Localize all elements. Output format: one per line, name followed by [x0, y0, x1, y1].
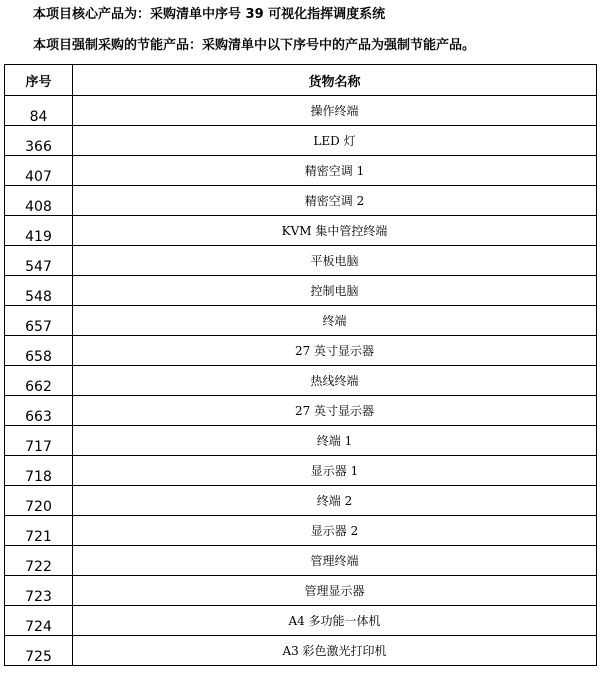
row-number: 658	[5, 336, 73, 366]
row-item-name: 精密空调 2	[73, 186, 597, 216]
row-item-name: LED 灯	[73, 126, 597, 156]
header-number: 序号	[5, 65, 73, 96]
row-item-name: 平板电脑	[73, 246, 597, 276]
row-number: 419	[5, 216, 73, 246]
row-number: 657	[5, 306, 73, 336]
row-number: 408	[5, 186, 73, 216]
row-number: 721	[5, 516, 73, 546]
row-number: 366	[5, 126, 73, 156]
core-product-statement: 本项目核心产品为：采购清单中序号 39 可视化指挥调度系统	[33, 7, 386, 22]
row-number: 84	[5, 96, 73, 126]
row-number: 718	[5, 456, 73, 486]
row-item-name: 显示器 2	[73, 516, 597, 546]
row-number: 407	[5, 156, 73, 186]
table-row	[5, 186, 597, 216]
header-item-name: 货物名称	[73, 65, 597, 96]
table-row	[5, 486, 597, 516]
row-item-name: 控制电脑	[73, 276, 597, 306]
row-number: 548	[5, 276, 73, 306]
table-row	[5, 636, 597, 666]
table-row	[5, 546, 597, 576]
row-number: 723	[5, 576, 73, 606]
row-item-name: A3 彩色激光打印机	[73, 636, 597, 666]
energy-saving-statement: 本项目强制采购的节能产品：采购清单中以下序号中的产品为强制节能产品。	[33, 38, 476, 53]
row-number: 662	[5, 366, 73, 396]
row-item-name: A4 多功能一体机	[73, 606, 597, 636]
row-item-name: 27 英寸显示器	[73, 396, 597, 426]
row-item-name: 终端 1	[73, 426, 597, 456]
row-number: 720	[5, 486, 73, 516]
row-item-name: 27 英寸显示器	[73, 336, 597, 366]
row-item-name: 显示器 1	[73, 456, 597, 486]
energy-saving-product-table	[4, 64, 597, 666]
row-item-name: 终端 2	[73, 486, 597, 516]
table-row	[5, 576, 597, 606]
table-row	[5, 336, 597, 366]
table-row	[5, 276, 597, 306]
row-item-name: KVM 集中管控终端	[73, 216, 597, 246]
table-row	[5, 126, 597, 156]
table-row	[5, 456, 597, 486]
row-item-name: 热线终端	[73, 366, 597, 396]
table-row	[5, 246, 597, 276]
table-row	[5, 366, 597, 396]
row-number: 663	[5, 396, 73, 426]
table-row	[5, 516, 597, 546]
row-number: 547	[5, 246, 73, 276]
row-item-name: 管理终端	[73, 546, 597, 576]
table-row	[5, 606, 597, 636]
table-row	[5, 426, 597, 456]
row-number: 722	[5, 546, 73, 576]
row-item-name: 终端	[73, 306, 597, 336]
table-row	[5, 306, 597, 336]
row-number: 717	[5, 426, 73, 456]
table-row	[5, 396, 597, 426]
row-number: 725	[5, 636, 73, 666]
table-row	[5, 216, 597, 246]
table-row	[5, 156, 597, 186]
table-header-row	[5, 65, 597, 96]
row-item-name: 管理显示器	[73, 576, 597, 606]
table-row	[5, 96, 597, 126]
row-number: 724	[5, 606, 73, 636]
row-item-name: 操作终端	[73, 96, 597, 126]
row-item-name: 精密空调 1	[73, 156, 597, 186]
